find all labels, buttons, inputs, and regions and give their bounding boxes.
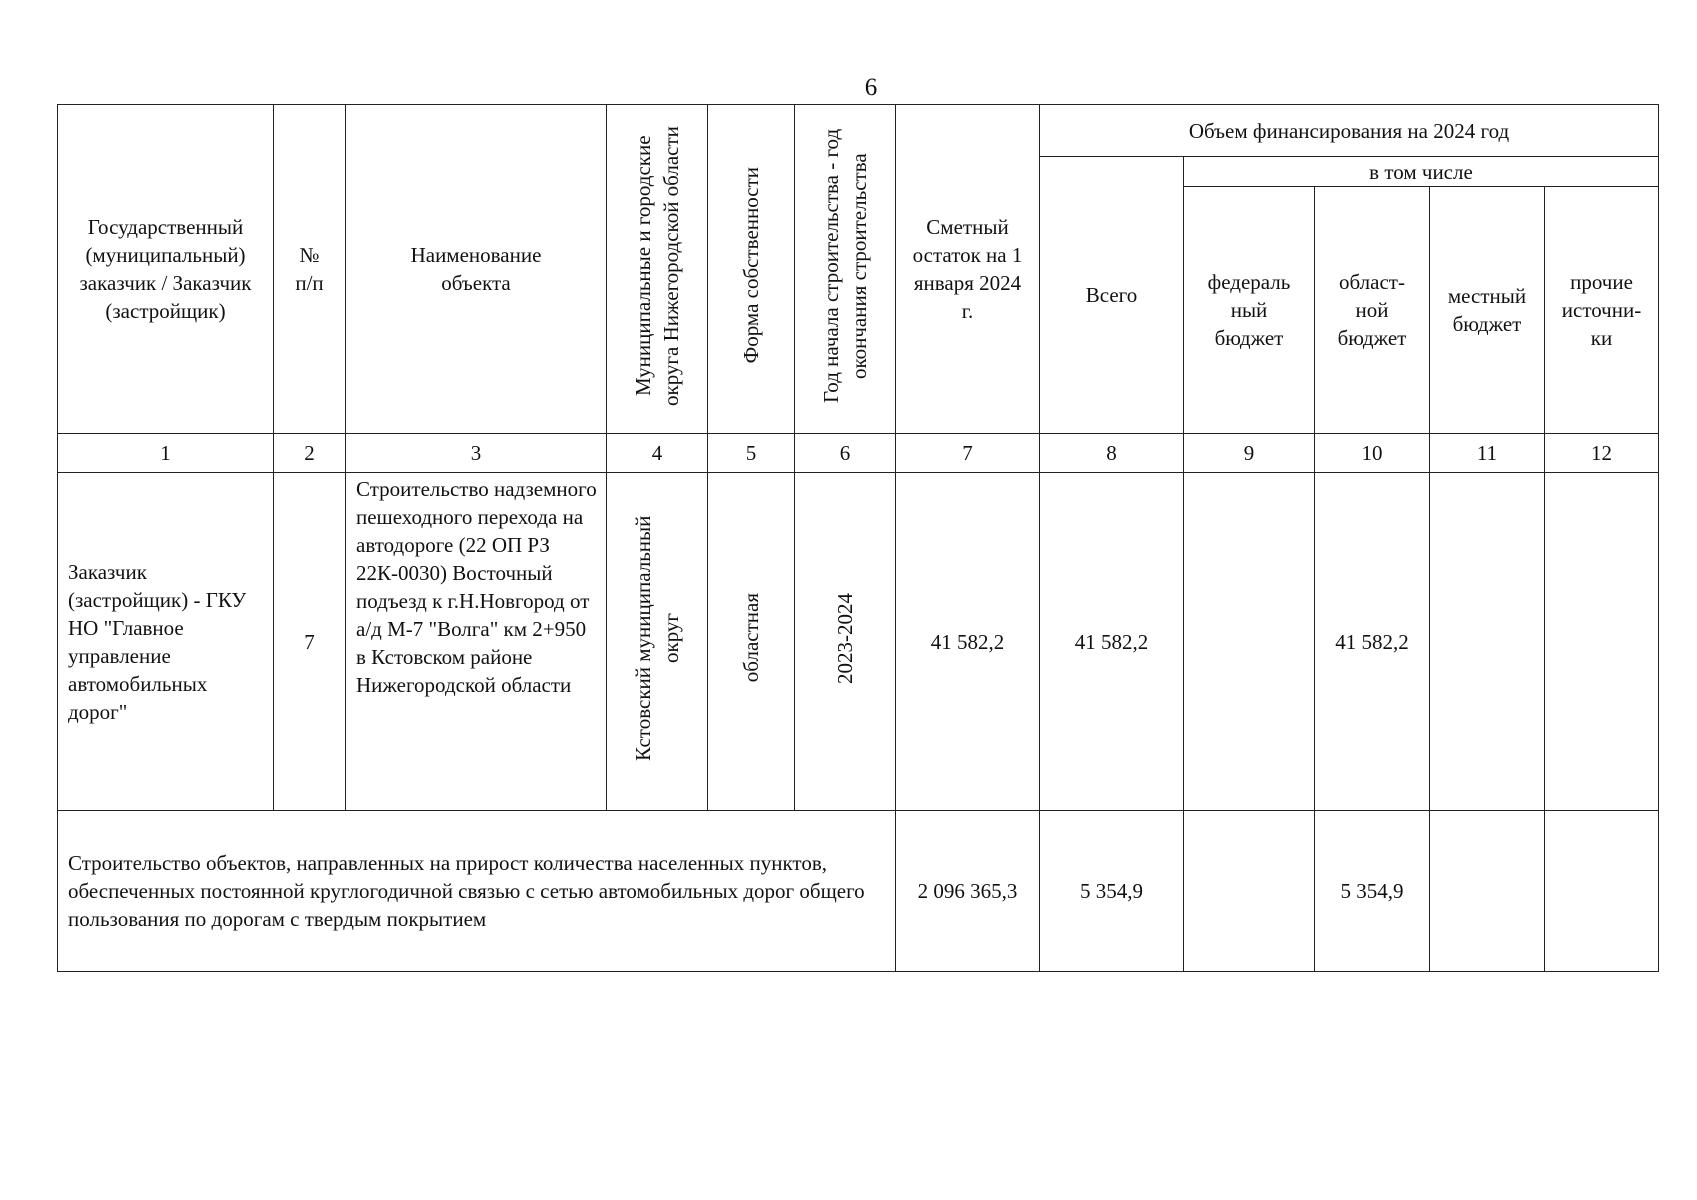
summary-total: 5 354,9 [1040, 811, 1184, 972]
column-number: 12 [1545, 434, 1659, 473]
header-local [1430, 187, 1545, 434]
summary-balance: 2 096 365,3 [896, 811, 1040, 972]
header-number-text: № п/п [295, 243, 324, 295]
header-years [795, 105, 896, 434]
row-total: 41 582,2 [1040, 473, 1184, 811]
header-regional [1315, 187, 1430, 434]
row-ownership-text: областная [739, 593, 763, 683]
summary-local [1430, 811, 1545, 972]
summary-regional: 5 354,9 [1315, 811, 1430, 972]
row-years [795, 473, 896, 811]
header-total [1040, 157, 1184, 434]
header-years-text: Год начала строительства - год окончания строительства [819, 128, 871, 403]
column-number: 4 [607, 434, 708, 473]
header-including-text: в том числе [1369, 159, 1473, 184]
column-number: 7 [896, 434, 1040, 473]
row-regional: 41 582,2 [1315, 473, 1430, 811]
row-object-name-text: Строительство надземного пешеходного перехода на автодороге (22 ОП РЗ 22К-0030) Восточный подъезд к г.Н.Новгород от а/д М-7 "Волга" км 2+950 в Кстовском районе Нижегородской области [356, 477, 597, 697]
row-other [1545, 473, 1659, 811]
header-including [1184, 157, 1659, 187]
column-number: 10 [1315, 434, 1430, 473]
summary-label-text: Строительство объектов, направленных на прирост количества населенных пунктов, обеспеченных постоянной круглогодичной связью с сетью автомобильных дорог общего пользования по дорогам с твердым покрытием [68, 851, 865, 931]
header-local-text: местный бюджет [1447, 284, 1527, 336]
header-municipality-text: Муниципальные и городские округа Нижегородской области [631, 125, 683, 406]
header-balance [896, 105, 1040, 434]
table-row [58, 473, 1659, 811]
row-ownership [708, 473, 795, 811]
header-customer-text: Государственный (муниципальный) заказчик / Заказчик (застройщик) [79, 215, 252, 323]
financing-table [57, 104, 1659, 972]
row-object-name [346, 473, 607, 811]
header-federal-text: федераль ный бюджет [1207, 270, 1291, 350]
header-financing [1040, 105, 1659, 157]
column-number: 3 [346, 434, 607, 473]
column-number: 11 [1430, 434, 1545, 473]
header-customer [58, 105, 274, 434]
header-federal [1184, 187, 1315, 434]
row-customer [58, 473, 274, 811]
row-number: 7 [274, 473, 346, 811]
header-balance-text: Сметный остаток на 1 января 2024 г. [912, 215, 1023, 323]
summary-federal [1184, 811, 1315, 972]
row-years-text: 2023-2024 [833, 592, 857, 684]
page-number: 6 [864, 74, 878, 101]
header-other [1545, 187, 1659, 434]
header-financing-text: Объем финансирования на 2024 год [1188, 118, 1510, 143]
row-customer-text: Заказчик (застройщик) - ГКУ НО "Главное управление автомобильных дорог" [68, 559, 247, 724]
column-number: 6 [795, 434, 896, 473]
header-number [274, 105, 346, 434]
summary-other [1545, 811, 1659, 972]
header-object-name-text: Наименование объекта [410, 243, 542, 295]
header-other-text: прочие источни- ки [1561, 270, 1642, 350]
row-federal [1184, 473, 1315, 811]
header-ownership [708, 105, 795, 434]
header-total-text: Всего [1085, 283, 1138, 307]
column-numbers-row [58, 434, 1659, 473]
summary-row [58, 811, 1659, 972]
row-municipality-text: Кстовский муниципальный округ [631, 515, 683, 761]
header-municipality [607, 105, 708, 434]
header-regional-text: област- ной бюджет [1337, 270, 1407, 350]
header-ownership-text: Форма собственности [739, 167, 763, 364]
row-balance: 41 582,2 [896, 473, 1040, 811]
column-number: 9 [1184, 434, 1315, 473]
column-number: 8 [1040, 434, 1184, 473]
summary-label [58, 811, 896, 972]
header-row-1 [58, 105, 1659, 157]
column-number: 1 [58, 434, 274, 473]
column-number: 2 [274, 434, 346, 473]
header-object-name [346, 105, 607, 434]
column-number: 5 [708, 434, 795, 473]
row-local [1430, 473, 1545, 811]
row-municipality [607, 473, 708, 811]
